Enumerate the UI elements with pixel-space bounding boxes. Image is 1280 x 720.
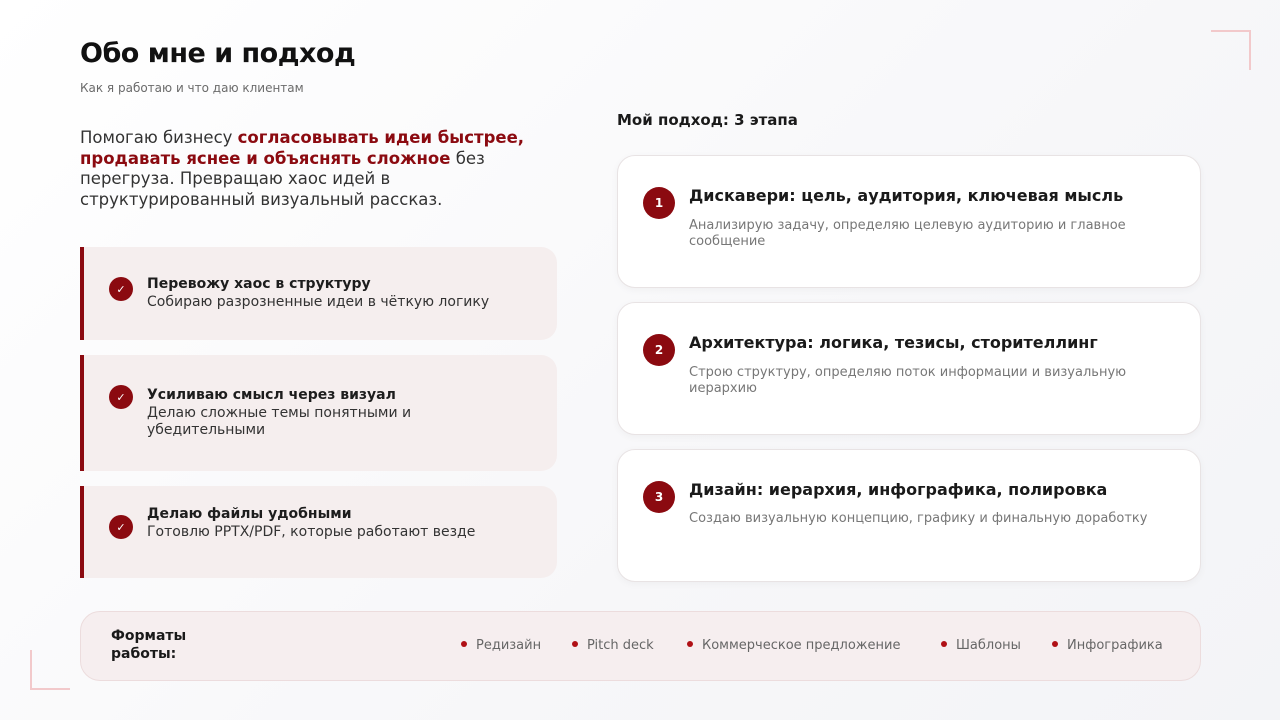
format-item — [941, 638, 1021, 653]
feature-heading: Делаю файлы удобными — [147, 506, 352, 522]
feature-card — [80, 355, 557, 471]
format-item — [1052, 638, 1163, 653]
page-subtitle: Как я работаю и что даю клиентам — [80, 81, 304, 95]
format-item — [687, 638, 900, 653]
approach-heading: Мой подход: 3 этапа — [617, 111, 798, 129]
corner-decoration-top-right — [1211, 30, 1251, 70]
step-title: Архитектура: логика, тезисы, сторителлинг — [689, 333, 1098, 352]
intro-highlight: согласовывать идеи быстрее, продавать яснее и объяснять сложное — [80, 128, 525, 168]
check-icon: ✓ — [109, 385, 133, 409]
format-item-label: Шаблоны — [956, 638, 1021, 653]
corner-decoration-bottom-left — [30, 650, 70, 690]
bullet-dot — [687, 641, 693, 647]
feature-heading: Усиливаю смысл через визуал — [147, 387, 396, 403]
feature-card — [80, 247, 557, 340]
format-item-label: Коммерческое предложение — [702, 638, 901, 653]
feature-description: Собираю разрозненные идеи в чёткую логику — [147, 293, 490, 310]
feature-text — [147, 276, 527, 311]
intro-text-end: без перегруза. Превращаю хаос идей в структурированный визуальный рассказ. — [80, 148, 485, 209]
step-description: Анализирую задачу, определяю целевую аудиторию и главное сообщение — [689, 218, 1126, 249]
format-item-label: Редизайн — [476, 638, 542, 653]
bullet-dot — [1052, 641, 1058, 647]
format-item-label: Инфографика — [1067, 638, 1163, 653]
feature-card — [80, 486, 557, 578]
formats-bar — [80, 611, 1201, 681]
step-description: Строю структуру, определяю поток информации и визуальную иерархию — [689, 365, 1127, 396]
intro-text-start: Помогаю бизнесу — [80, 128, 238, 147]
formats-label: Форматы работы: — [111, 628, 187, 662]
check-icon: ✓ — [109, 277, 133, 301]
bullet-dot — [572, 641, 578, 647]
bullet-dot — [941, 641, 947, 647]
intro-paragraph — [80, 128, 550, 210]
step-number-badge: 3 — [643, 481, 675, 513]
step-card — [617, 155, 1201, 288]
bullet-dot — [461, 641, 467, 647]
format-item — [461, 638, 541, 653]
check-icon: ✓ — [109, 515, 133, 539]
step-title: Дискавери: цель, аудитория, ключевая мысль — [689, 186, 1124, 205]
step-title: Дизайн: иерархия, инфографика, полировка — [689, 480, 1108, 499]
feature-text — [147, 506, 527, 541]
step-description: Создаю визуальную концепцию, графику и финальную доработку — [689, 511, 1148, 526]
feature-text — [147, 387, 527, 440]
step-number-badge: 2 — [643, 334, 675, 366]
feature-description: Делаю сложные темы понятными и убедительными — [147, 404, 412, 438]
feature-heading: Перевожу хаос в структуру — [147, 276, 371, 292]
page-title: Обо мне и подход — [80, 38, 356, 69]
step-number-badge: 1 — [643, 187, 675, 219]
step-card — [617, 449, 1201, 582]
step-card — [617, 302, 1201, 435]
format-item — [572, 638, 654, 653]
format-item-label: Pitch deck — [587, 638, 654, 653]
feature-description: Готовлю PPTX/PDF, которые работают везде — [147, 523, 476, 540]
